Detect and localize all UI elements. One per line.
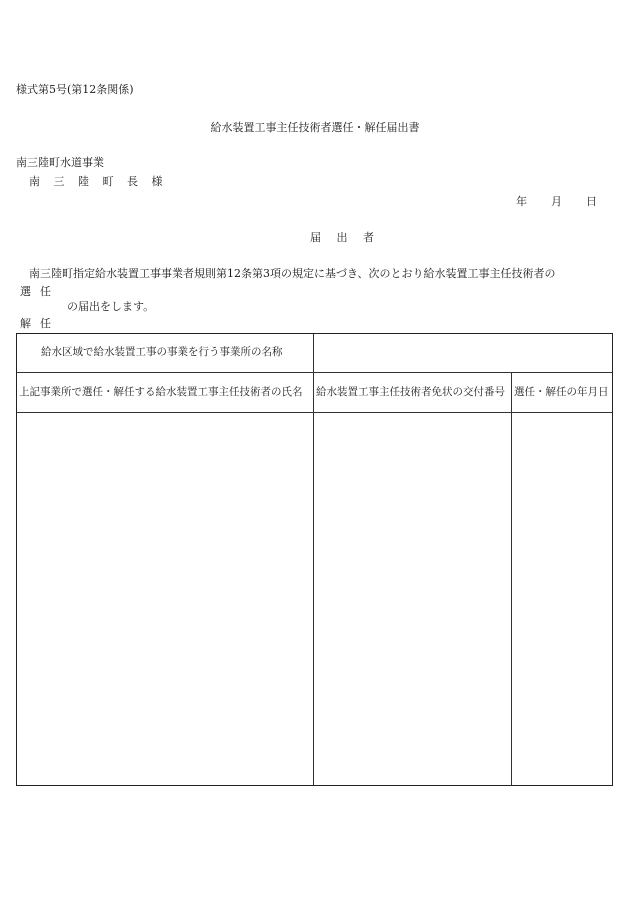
office-name-label: 給水区域で給水装置工事の事業を行う事業所の名称: [41, 346, 283, 358]
option-dismiss[interactable]: 解任: [20, 317, 60, 330]
notification-table: [16, 333, 613, 786]
date-day-label: 日: [586, 195, 597, 208]
header-date: 選任・解任の年月日: [514, 386, 609, 398]
notifier-label: 届 出 者: [310, 231, 380, 244]
engineer-name-field[interactable]: [19, 414, 311, 784]
addressee-mayor: 南 三 陸 町 長 様: [29, 175, 168, 188]
addressee-organization: 南三陸町水道事業: [16, 156, 104, 169]
form-number: 様式第5号(第12条関係): [16, 83, 134, 96]
statement-line-2: の届出をします。: [67, 300, 155, 313]
option-select[interactable]: 選任: [20, 285, 60, 298]
license-number-field[interactable]: [315, 414, 509, 784]
header-engineer-name: 上記事業所で選任・解任する給水装置工事主任技術者の氏名: [19, 386, 303, 398]
date-month-label: 月: [551, 195, 562, 208]
appointment-date-field[interactable]: [513, 414, 611, 784]
table-column-divider: [511, 373, 512, 785]
table-column-divider: [313, 334, 314, 785]
document-title: 給水装置工事主任技術者選任・解任届出書: [210, 121, 420, 134]
date-year-label: 年: [516, 195, 527, 208]
header-license-number: 給水装置工事主任技術者免状の交付番号: [316, 386, 505, 398]
statement-line-1: 南三陸町指定給水装置工事事業者規則第12条第3項の規定に基づき、次のとおり給水装置工事主任技術者の: [29, 267, 556, 280]
table-header-divider: [17, 412, 612, 413]
date-field[interactable]: [516, 195, 597, 208]
table-row-divider: [17, 372, 612, 373]
